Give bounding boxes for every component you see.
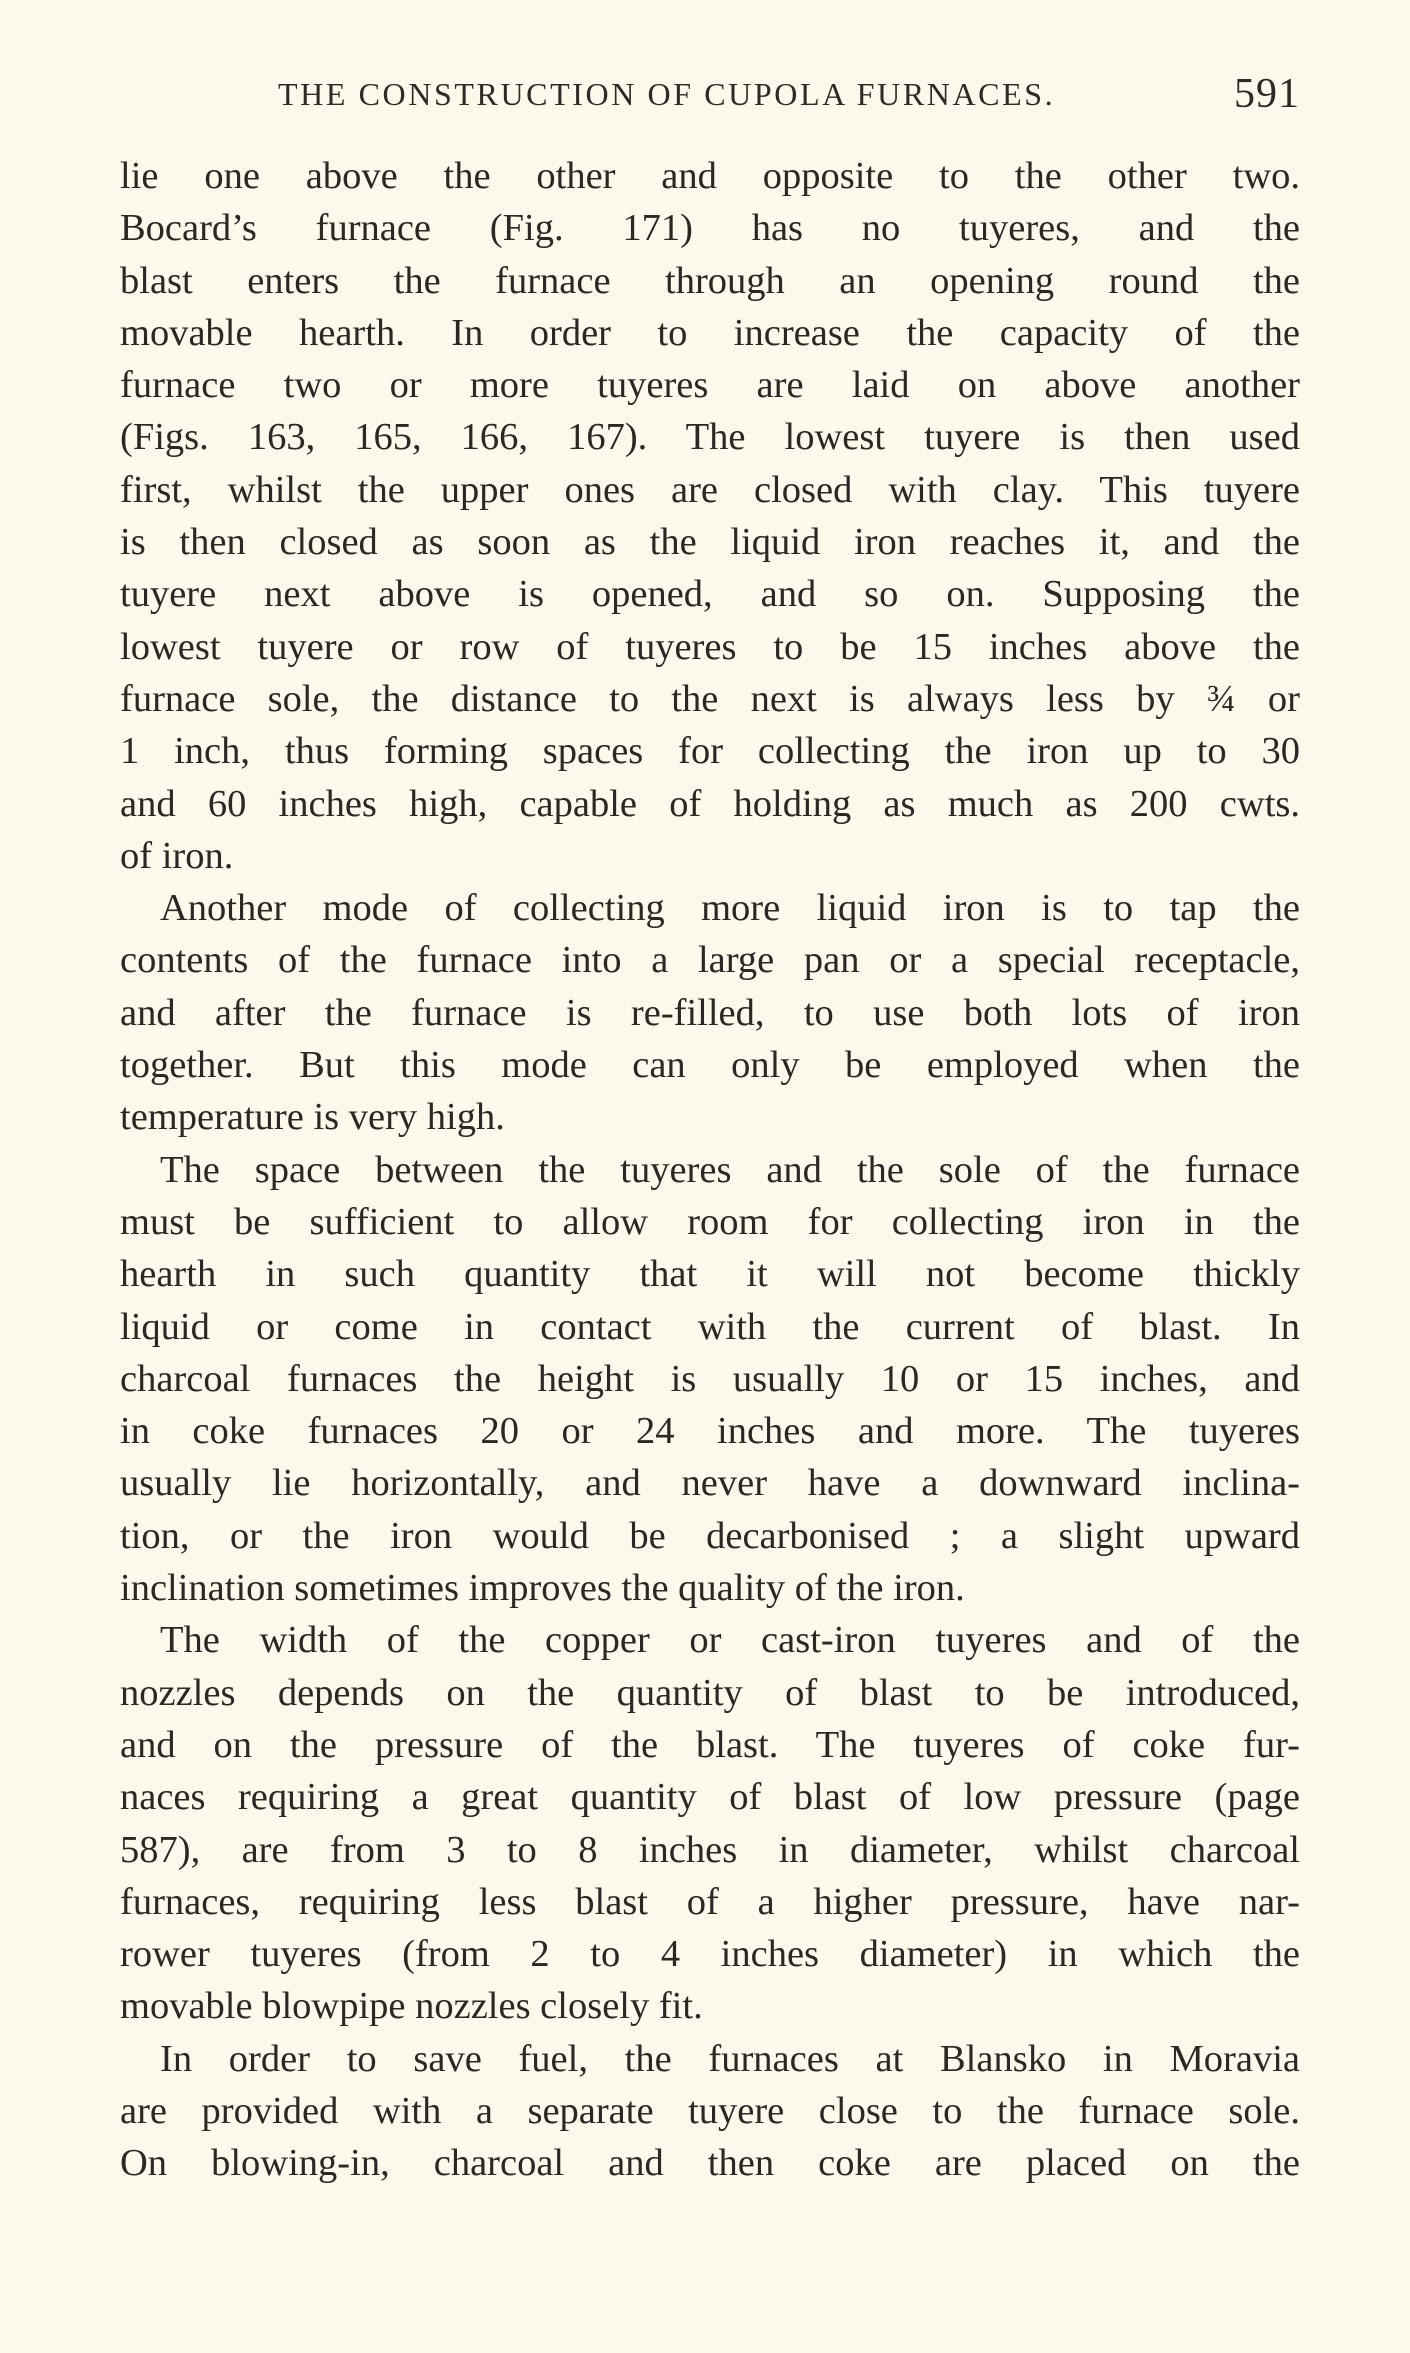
paragraph-5: [120, 2033, 1300, 2190]
text-line: tion, or the iron would be decarbonised ; a slight upward: [120, 1514, 1300, 1557]
text-line: The width of the copper or cast-iron tuyeres and of the: [160, 1619, 1300, 1662]
paragraph-4: [120, 1614, 1300, 2032]
text-line: 1 inch, thus forming spaces for collecting the iron up to 30: [120, 730, 1300, 773]
text-line: blast enters the furnace through an opening round the: [120, 259, 1300, 302]
paragraph-1: [120, 150, 1300, 882]
text-line: and 60 inches high, capable of holding as much as 200 cwts.: [120, 782, 1300, 825]
text-line: 587), are from 3 to 8 inches in diameter, whilst charcoal: [120, 1828, 1300, 1871]
text-line: tuyere next above is opened, and so on. Supposing the: [120, 573, 1300, 616]
running-head: [120, 72, 1300, 120]
running-title: THE CONSTRUCTION OF CUPOLA FURNACES.: [278, 76, 1056, 112]
text-line: and after the furnace is re-filled, to use both lots of iron: [120, 991, 1300, 1034]
text-line: rower tuyeres (from 2 to 4 inches diameter) in which the: [120, 1933, 1300, 1976]
text-line: furnace two or more tuyeres are laid on above another: [120, 364, 1300, 407]
text-line: furnace sole, the distance to the next is always less by ¾ or: [120, 677, 1300, 720]
text-line: Another mode of collecting more liquid iron is to tap the: [160, 887, 1300, 930]
text-line: The space between the tuyeres and the sole of the furnace: [160, 1148, 1300, 1191]
text-line: naces requiring a great quantity of blast of low pressure (page: [120, 1776, 1300, 1819]
text-line: movable hearth. In order to increase the capacity of the: [120, 311, 1300, 354]
text-line: must be sufficient to allow room for collecting iron in the: [120, 1200, 1300, 1243]
text-line: lie one above the other and opposite to the other two.: [120, 155, 1300, 197]
paragraph-3: [120, 1144, 1300, 1615]
text-line: Bocard’s furnace (Fig. 171) has no tuyeres, and the: [120, 207, 1300, 250]
text-line: hearth in such quantity that it will not become thickly: [120, 1253, 1300, 1296]
text-line: In order to save fuel, the furnaces at Blansko in Moravia: [160, 2037, 1300, 2080]
text-line: nozzles depends on the quantity of blast to be introduced,: [120, 1671, 1300, 1714]
text-line: are provided with a separate tuyere close to the furnace sole.: [120, 2089, 1300, 2132]
text-line: in coke furnaces 20 or 24 inches and more. The tuyeres: [120, 1410, 1300, 1453]
text-line: On blowing-in, charcoal and then coke are placed on the: [120, 2142, 1300, 2185]
text-line: inclination sometimes improves the quality of the iron.: [120, 1567, 965, 1610]
text-line: first, whilst the upper ones are closed with clay. This tuyere: [120, 468, 1300, 511]
text-line: lowest tuyere or row of tuyeres to be 15 inches above the: [120, 625, 1300, 668]
page-number: 591: [1234, 71, 1300, 117]
text-line: contents of the furnace into a large pan or a special receptacle,: [120, 939, 1300, 982]
text-line: is then closed as soon as the liquid iron reaches it, and the: [120, 521, 1300, 564]
paragraph-2: [120, 882, 1300, 1143]
body-text: [120, 150, 1300, 2190]
text-line: charcoal furnaces the height is usually 10 or 15 inches, and: [120, 1357, 1300, 1400]
text-line: liquid or come in contact with the current of blast. In: [120, 1305, 1300, 1348]
text-line: (Figs. 163, 165, 166, 167). The lowest tuyere is then used: [120, 416, 1300, 459]
text-line: and on the pressure of the blast. The tuyeres of coke fur-: [120, 1723, 1300, 1766]
text-line: together. But this mode can only be employed when the: [120, 1044, 1300, 1087]
text-line: of iron.: [120, 834, 234, 877]
text-line: movable blowpipe nozzles closely fit.: [120, 1985, 703, 2028]
text-line: furnaces, requiring less blast of a higher pressure, have nar-: [120, 1880, 1300, 1923]
text-line: usually lie horizontally, and never have a downward inclina-: [120, 1462, 1300, 1505]
text-line: temperature is very high.: [120, 1096, 505, 1139]
